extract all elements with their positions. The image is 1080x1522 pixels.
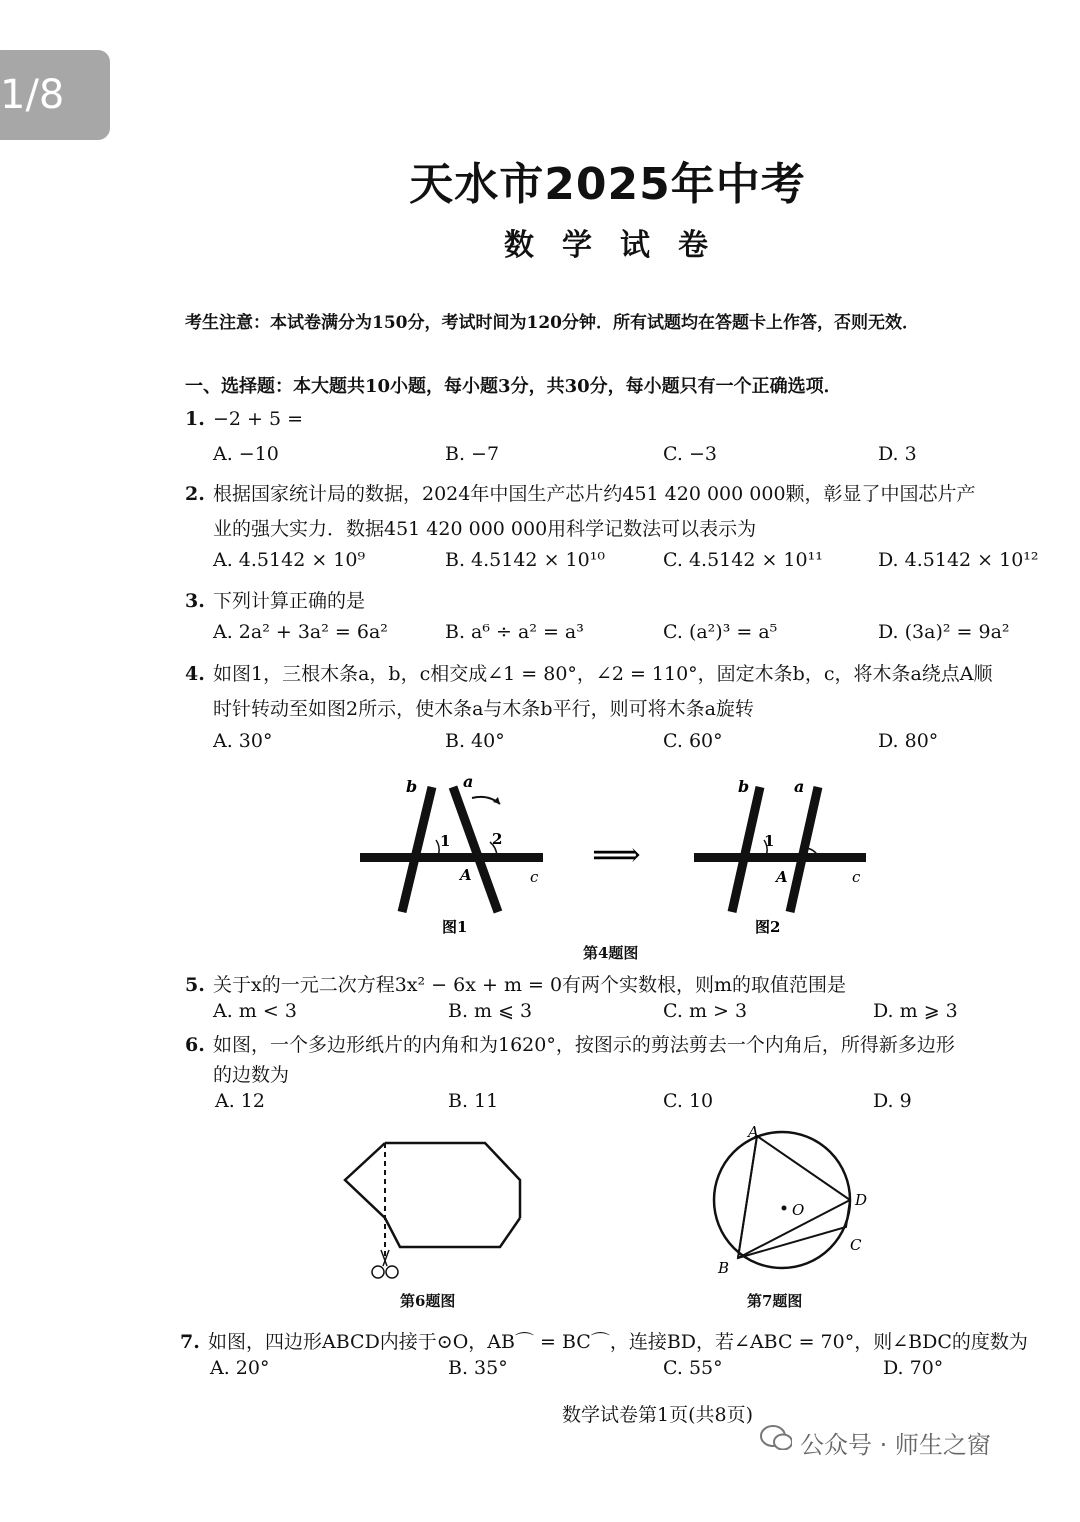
question-number: 7.: [180, 1331, 200, 1353]
question-3: [185, 586, 365, 613]
exam-subtitle: 数学试卷: [504, 228, 736, 263]
option-a: A. 12: [215, 1090, 265, 1112]
label-angle-2: 2: [492, 830, 503, 848]
option-b: B. −7: [445, 443, 500, 465]
option-c: C. (a²)³ = a⁵: [663, 621, 778, 643]
option-c: C. 55°: [663, 1357, 723, 1379]
question-number: 2.: [185, 483, 205, 505]
option-c: C. m > 3: [663, 1000, 748, 1022]
question-stem-cont: 的边数为: [213, 1064, 290, 1086]
label-angle-1: 1: [764, 832, 775, 850]
section-heading: 一、选择题：本大题共10小题，每小题3分，共30分，每小题只有一个正确选项．: [185, 376, 842, 397]
label-c: c: [530, 868, 539, 886]
option-c: C. 10: [663, 1090, 714, 1112]
watermark: 公众号 · 师生之窗: [800, 1431, 991, 1459]
segment-AB: [738, 1136, 757, 1258]
option-b: B. 4.5142 × 10¹⁰: [445, 549, 605, 571]
exam-notice: 考生注意：本试卷满分为150分，考试时间为120分钟．所有试题均在答题卡上作答，否则无效．: [185, 313, 919, 333]
option-c: C. −3: [663, 443, 717, 465]
question-stem: 根据国家统计局的数据，2024年中国生产芯片约451 420 000 000颗，彰显了中国芯片产: [213, 483, 976, 505]
question-stem: −2 + 5 =: [213, 408, 304, 430]
figure-6-caption: 第6题图: [400, 1292, 456, 1310]
label-A: A: [748, 1123, 759, 1141]
figure-q6: [335, 1130, 535, 1290]
question-number: 4.: [185, 663, 205, 685]
figure-7-caption: 第7题图: [747, 1292, 803, 1310]
option-b: B. 35°: [448, 1357, 508, 1379]
figure-4-2: [694, 777, 866, 936]
stick-b: [402, 787, 432, 912]
option-b: B. m ⩽ 3: [448, 1000, 533, 1022]
option-d: D. 70°: [883, 1357, 944, 1379]
question-stem: 下列计算正确的是: [213, 590, 366, 612]
stick-a: [790, 787, 818, 912]
label-c: c: [852, 868, 861, 886]
label-a: a: [794, 777, 805, 796]
question-stem: 关于x的一元二次方程3x² − 6x + m = 0有两个实数根，则m的取值范围是: [213, 974, 847, 996]
label-O: O: [792, 1201, 805, 1219]
label-point-A: A: [776, 868, 788, 886]
option-a: A. 30°: [213, 730, 273, 752]
option-a: A. m < 3: [213, 1000, 297, 1022]
question-number: 3.: [185, 590, 205, 612]
question-7: [180, 1327, 1028, 1354]
option-d: D. 80°: [878, 730, 939, 752]
label-a: a: [463, 772, 474, 791]
page-indicator: 1/8: [0, 50, 110, 140]
label-b: b: [738, 777, 750, 796]
label-point-A: A: [460, 866, 472, 884]
question-stem-cont: 业的强大实力．数据451 420 000 000用科学记数法可以表示为: [213, 518, 757, 540]
question-stem: 如图1，三根木条a，b，c相交成∠1 = 80°，∠2 = 110°，固定木条b，c，将木条a绕点A顺: [213, 663, 993, 685]
label-B: B: [718, 1259, 730, 1277]
stick-c: [360, 853, 543, 862]
question-5: [185, 970, 846, 997]
option-c: C. 4.5142 × 10¹¹: [663, 549, 823, 571]
question-number: 1.: [185, 408, 205, 430]
option-d: D. m ⩾ 3: [873, 1000, 958, 1022]
option-a: A. 20°: [210, 1357, 270, 1379]
wechat-icon: [760, 1424, 792, 1450]
question-stem: 如图，一个多边形纸片的内角和为1620°，按图示的剪法剪去一个内角后，所得新多边形: [213, 1034, 955, 1056]
fig1-caption: 图1: [442, 918, 468, 936]
fig2-caption: 图2: [755, 918, 781, 936]
figure-q4: [350, 770, 880, 970]
question-number: 5.: [185, 974, 205, 996]
option-b: B. 40°: [445, 730, 505, 752]
label-b: b: [406, 777, 418, 796]
stick-c: [694, 853, 866, 862]
question-6: [185, 1030, 955, 1057]
exam-title: 天水市2025年中考: [409, 159, 806, 210]
center-point: [782, 1206, 787, 1211]
stick-b: [732, 787, 760, 912]
polygon-edges: [385, 1143, 520, 1218]
question-stem: 如图，四边形ABCD内接于⊙O，AB⌒ = BC⌒，连接BD，若∠ABC = 70°，则∠BDC的度数为: [208, 1331, 1028, 1353]
stick-a: [453, 787, 498, 912]
option-c: C. 60°: [663, 730, 723, 752]
option-b: B. a⁶ ÷ a² = a³: [445, 621, 584, 643]
question-number: 6.: [185, 1034, 205, 1056]
question-2: [185, 479, 976, 506]
option-d: D. (3a)² = 9a²: [878, 621, 1010, 643]
option-d: D. 3: [878, 443, 917, 465]
question-4: [185, 659, 993, 686]
option-d: D. 9: [873, 1090, 912, 1112]
figure-q7: [700, 1120, 890, 1285]
option-a: A. 4.5142 × 10⁹: [213, 549, 366, 571]
page-footer: 数学试卷第1页(共8页): [561, 1404, 753, 1426]
label-C: C: [850, 1236, 862, 1254]
label-D: D: [855, 1191, 868, 1209]
figure-4-caption: 第4题图: [583, 944, 639, 962]
question-stem-cont: 时针转动至如图2所示，使木条a与木条b平行，则可将木条a旋转: [213, 698, 754, 720]
label-angle-1: 1: [440, 832, 451, 850]
implies-arrow: ⟹: [592, 835, 641, 875]
option-b: B. 11: [448, 1090, 499, 1112]
option-a: A. −10: [213, 443, 279, 465]
cut-off-corner: [345, 1143, 385, 1218]
polygon-edges: [385, 1218, 520, 1247]
figure-4-1: [360, 772, 543, 936]
question-1: [185, 408, 303, 430]
option-d: D. 4.5142 × 10¹²: [878, 549, 1039, 571]
option-a: A. 2a² + 3a² = 6a²: [213, 621, 388, 643]
